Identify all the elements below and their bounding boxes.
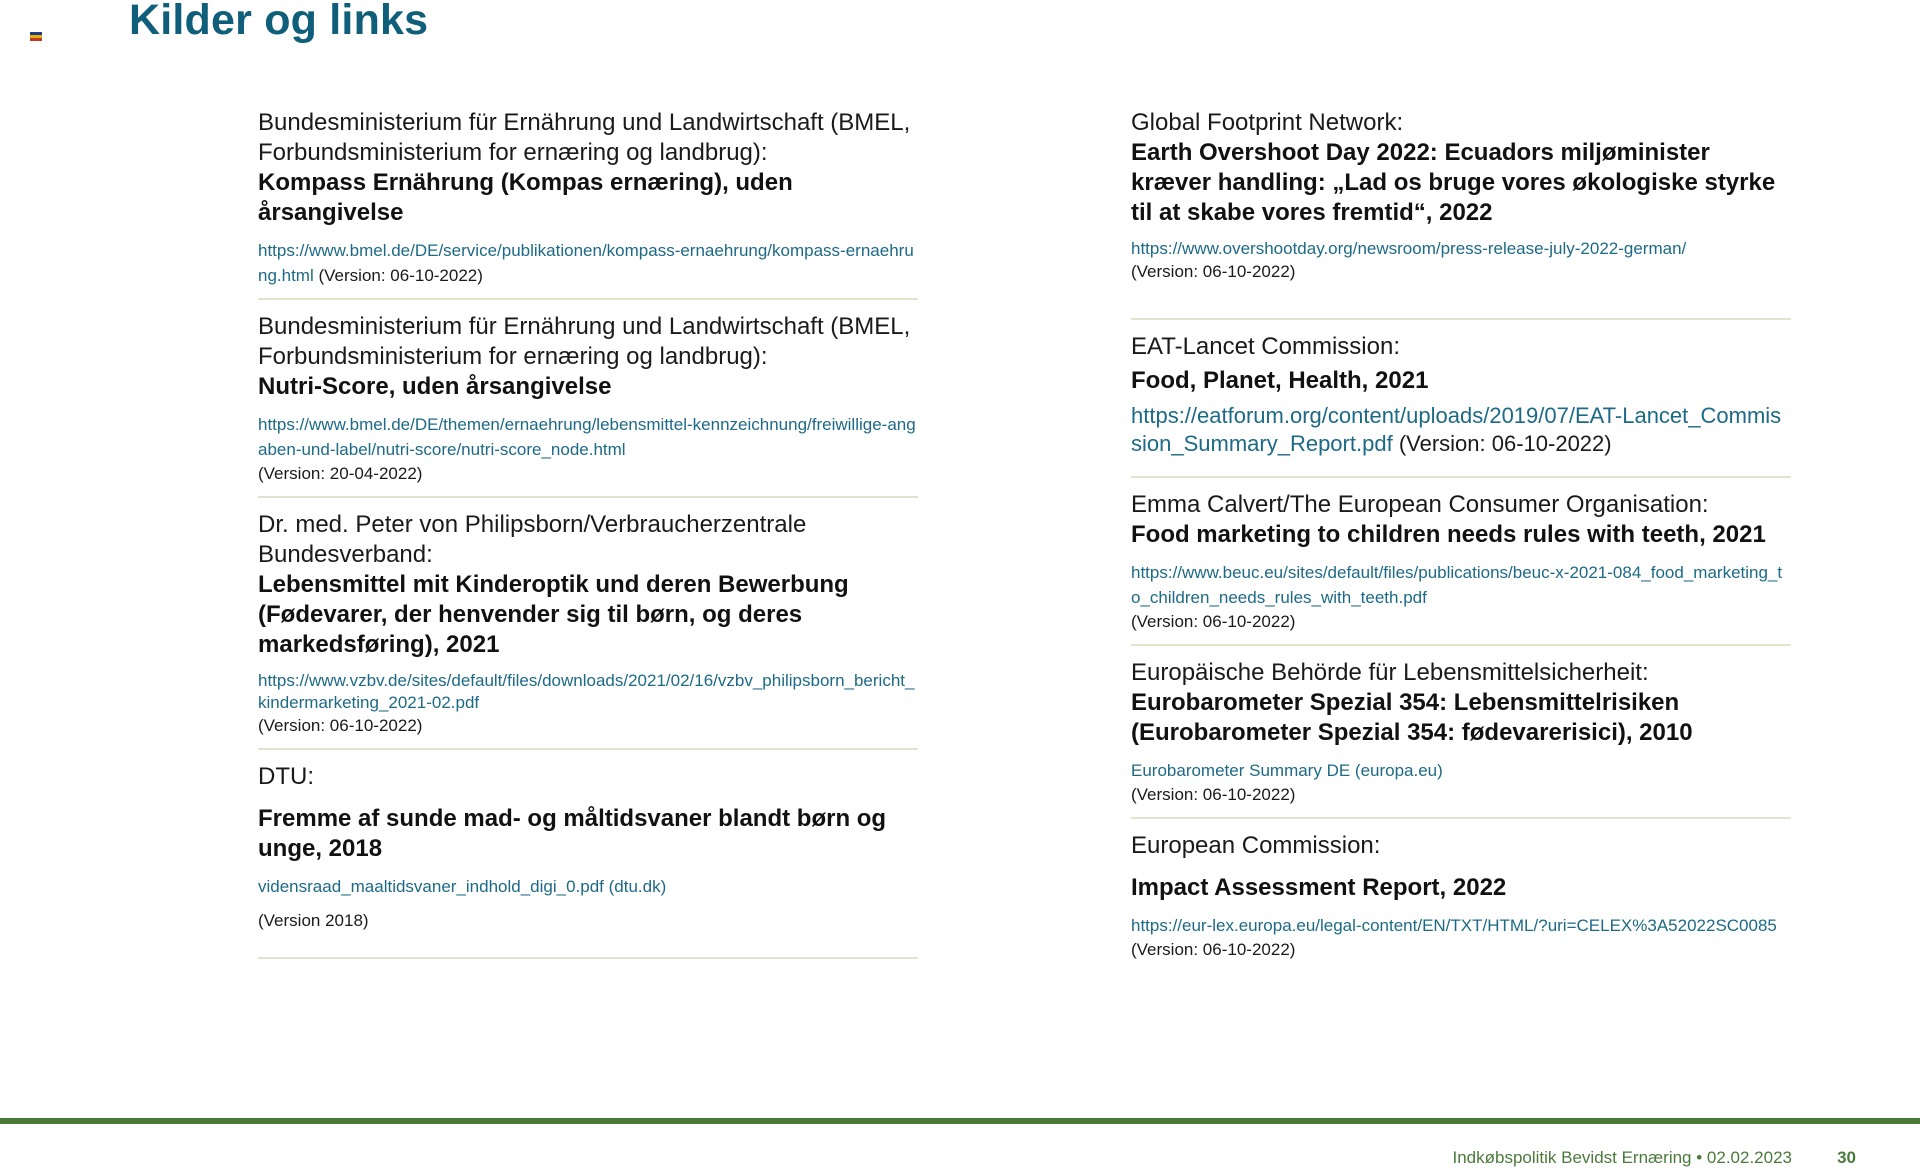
source-author: EAT-Lancet Commission: <box>1131 333 1400 360</box>
source-link-block <box>1131 402 1791 458</box>
source-version: (Version: 06-10-2022) <box>1131 612 1296 631</box>
source-version: (Version: 06-10-2022) <box>1131 785 1296 804</box>
source-title: Kompass Ernährung (Kompas ernæring), uden årsangivelse <box>258 169 793 226</box>
source-link[interactable]: https://www.beuc.eu/sites/default/files/publications/beuc-x-2021-084_food_marketing_to_children_needs_rules_with_teeth.pdf <box>1131 563 1783 607</box>
source-entry <box>1131 108 1791 320</box>
source-author: Dr. med. Peter von Philipsborn/Verbraucherzentrale Bundesverband: <box>258 511 807 568</box>
right-column <box>1131 108 1791 984</box>
source-link[interactable]: https://www.bmel.de/DE/service/publikationen/kompass-ernaehrung/kompass-ernaehrung.html <box>258 241 914 285</box>
source-version: (Version: 06-10-2022) <box>1131 940 1296 959</box>
source-link[interactable]: https://www.overshootday.org/newsroom/press-release-july-2022-german/ <box>1131 239 1687 258</box>
source-entry <box>1131 490 1791 646</box>
source-link[interactable]: https://www.vzbv.de/sites/default/files/downloads/2021/02/16/vzbv_philipsborn_bericht_kindermarketing_2021-02.pdf <box>258 671 915 712</box>
source-author: Global Footprint Network: <box>1131 109 1404 136</box>
source-entry <box>258 762 918 959</box>
page-number: 30 <box>1837 1148 1856 1167</box>
source-link[interactable]: vidensraad_maaltidsvaner_indhold_digi_0.pdf (dtu.dk) <box>258 877 667 896</box>
footer-divider <box>0 1118 1920 1124</box>
page-title: Kilder og links <box>129 0 429 44</box>
source-title: Fremme af sunde mad- og måltidsvaner blandt børn og unge, 2018 <box>258 805 887 862</box>
source-title: Food, Planet, Health, 2021 <box>1131 367 1429 394</box>
source-author: Bundesministerium für Ernährung und Landwirtschaft (BMEL, Forbundsministerium for ernæring og landbrug): <box>258 109 911 166</box>
source-link[interactable]: https://www.bmel.de/DE/themen/ernaehrung/lebensmittel-kennzeichnung/freiwillige-angaben-und-label/nutri-score/nutri-score_node.html <box>258 415 916 459</box>
source-entry <box>1131 831 1791 972</box>
source-version: (Version: 20-04-2022) <box>258 464 423 483</box>
source-version: (Version: 06-10-2022) <box>1398 431 1612 456</box>
source-link-block <box>258 238 918 288</box>
source-version: (Version: 06-10-2022) <box>318 266 483 285</box>
footer-text: Indkøbspolitik Bevidst Ernæring • 02.02.2023 <box>1452 1148 1792 1167</box>
flag-icon <box>30 32 42 41</box>
source-author: European Commission: <box>1131 832 1381 859</box>
source-title: Lebensmittel mit Kinderoptik und deren Bewerbung (Fødevarer, der henvender sig til børn, og deres markedsføring), 2021 <box>258 571 849 658</box>
source-title: Eurobarometer Spezial 354: Lebensmittelrisiken (Eurobarometer Spezial 354: fødevarerisici), 2010 <box>1131 689 1693 746</box>
source-author: Europäische Behörde für Lebensmittelsicherheit: <box>1131 659 1649 686</box>
source-link[interactable]: Eurobarometer Summary DE (europa.eu) <box>1131 761 1443 780</box>
source-version: (Version: 06-10-2022) <box>1131 262 1296 281</box>
source-title: Food marketing to children needs rules with teeth, 2021 <box>1131 521 1766 548</box>
source-title: Nutri-Score, uden årsangivelse <box>258 373 612 400</box>
source-link[interactable]: https://eur-lex.europa.eu/legal-content/EN/TXT/HTML/?uri=CELEX%3A52022SC0085 <box>1131 916 1777 935</box>
source-entry <box>258 108 918 300</box>
source-version: (Version: 06-10-2022) <box>258 716 423 735</box>
source-entry <box>258 510 918 750</box>
left-column <box>258 108 918 971</box>
source-entry <box>1131 332 1791 478</box>
source-title: Earth Overshoot Day 2022: Ecuadors miljøminister kræver handling: „Lad os bruge vores økologiske styrke til at skabe vores fremtid“, 2022 <box>1131 139 1776 226</box>
source-entry <box>1131 658 1791 819</box>
source-author: DTU: <box>258 763 314 790</box>
source-link[interactable]: https://eatforum.org/content/uploads/2019/07/EAT-Lancet_Commission_Summary_Report.pdf <box>1131 403 1782 456</box>
source-author: Emma Calvert/The European Consumer Organisation: <box>1131 491 1709 518</box>
source-entry <box>258 312 918 498</box>
source-author: Bundesministerium für Ernährung und Landwirtschaft (BMEL, Forbundsministerium for ernæring og landbrug): <box>258 313 911 370</box>
source-title: Impact Assessment Report, 2022 <box>1131 874 1507 901</box>
source-version: (Version 2018) <box>258 911 369 930</box>
